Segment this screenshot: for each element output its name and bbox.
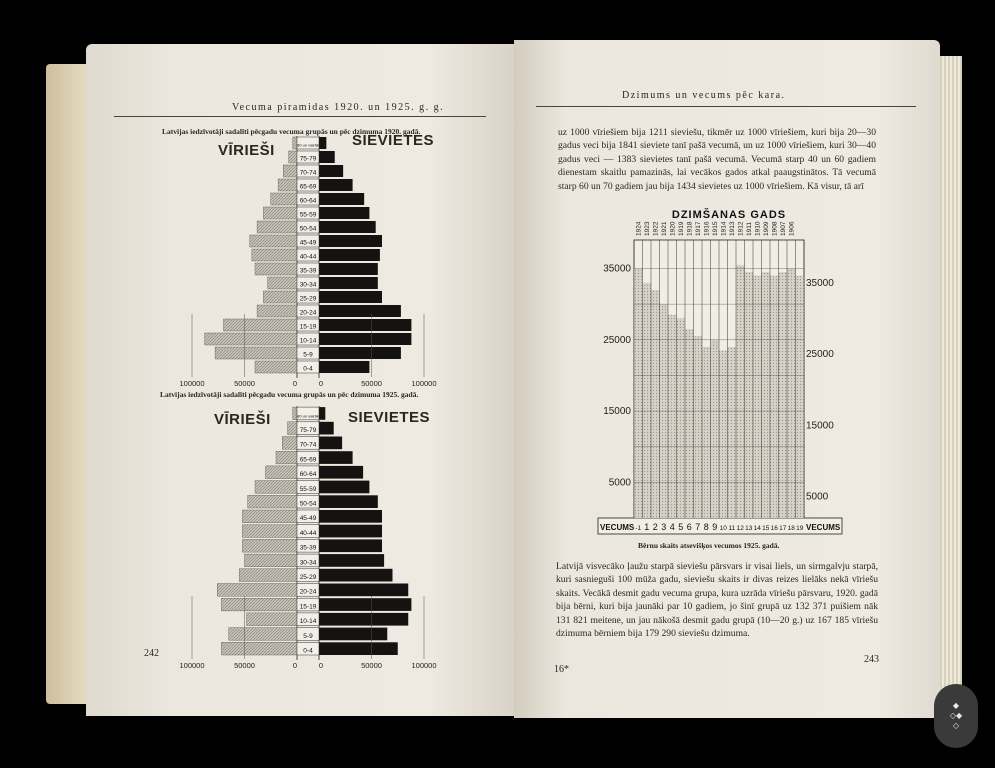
birth-year-tick: 1907	[779, 221, 787, 236]
female-bar	[319, 584, 408, 597]
age-bar	[796, 276, 805, 518]
age-group-label: 30-34	[299, 281, 317, 289]
age-bar	[651, 290, 660, 518]
pyramid-axis-tick-label: 50000	[361, 661, 382, 670]
female-bar	[319, 319, 411, 331]
male-bar	[271, 193, 297, 205]
age-group-label: 80 un vairāk	[297, 142, 319, 148]
female-bar	[319, 179, 353, 191]
female-bar	[319, 235, 382, 247]
male-bar	[255, 361, 297, 373]
male-bar	[278, 179, 297, 191]
pyramid-1925-male-label: VĪRIEŠI	[214, 411, 271, 428]
left-running-head: Vecuma piramidas 1920. un 1925. g. g.	[232, 102, 445, 113]
male-bar	[250, 235, 297, 247]
age-group-label: 35-39	[299, 267, 317, 275]
right-paragraph-2	[556, 560, 878, 640]
female-bar	[319, 333, 411, 345]
female-bar	[319, 137, 326, 149]
male-bar	[221, 598, 297, 611]
pyramid-axis-tick-label: 50000	[234, 379, 255, 388]
male-bar	[288, 422, 297, 435]
age-group-label: 40-44	[299, 253, 317, 261]
male-bar	[229, 628, 297, 641]
male-bar	[217, 584, 297, 597]
age-group-label: 30-34	[299, 559, 317, 567]
male-bar	[283, 165, 297, 177]
pyramid-1925-chart	[179, 404, 437, 674]
birth-year-tick: 1913	[728, 221, 736, 236]
male-bar	[268, 277, 297, 289]
female-bar	[319, 495, 378, 508]
pyramid-axis-tick-label: 50000	[234, 661, 255, 670]
age-group-label: 45-49	[299, 515, 317, 523]
birth-year-tick: 1921	[660, 221, 668, 236]
age-group-label: 0-4	[303, 647, 313, 655]
female-bar	[319, 151, 335, 163]
birth-year-tick: 1911	[745, 222, 753, 236]
age-group-label: 75-79	[299, 427, 317, 434]
age-group-label: 65-69	[299, 456, 317, 464]
male-bar	[248, 495, 297, 508]
right-head-rule	[536, 106, 916, 107]
male-bar	[255, 481, 297, 494]
birth-year-tick: 1923	[643, 221, 651, 236]
age-tick-label: 17	[779, 525, 787, 532]
birth-year-tick: 1924	[635, 221, 643, 236]
logo-icon: ◆ ◇◆ ◇	[949, 701, 963, 730]
female-bar	[319, 466, 363, 479]
age-bar	[779, 272, 788, 518]
female-bar	[319, 221, 376, 233]
y-tick-left: 35000	[603, 263, 631, 275]
left-head-rule	[114, 116, 486, 117]
age-tick-label: 6	[686, 522, 692, 532]
signature-mark: 16*	[554, 664, 569, 675]
male-bar	[242, 525, 297, 538]
age-group-label: 50-54	[299, 500, 317, 508]
female-bar	[319, 554, 384, 567]
male-bar	[266, 466, 298, 479]
female-bar	[319, 451, 353, 464]
children-chart-caption: Bērnu skaits atsevišķos vecumos 1925. gadā.	[638, 541, 780, 550]
age-tick-label: 1	[644, 522, 650, 532]
birth-year-tick: 1918	[686, 221, 694, 236]
age-tick-label: 13	[745, 525, 753, 532]
female-bar	[319, 525, 382, 538]
right-running-head: Dzimums un vecums pēc kara.	[622, 90, 786, 101]
y-tick-right: 5000	[806, 491, 829, 503]
pyramid-axis-tick-label: 50000	[361, 379, 382, 388]
x-axis-label-left: VECUMS	[600, 523, 635, 532]
male-bar	[255, 263, 297, 275]
female-bar	[319, 249, 380, 261]
age-group-label: 55-59	[299, 485, 317, 493]
female-bar	[319, 305, 401, 317]
female-bar	[319, 361, 369, 373]
age-tick-label: 4	[669, 522, 675, 532]
age-tick-label: 16	[770, 525, 778, 532]
age-bar	[787, 269, 796, 518]
left-page-number: 242	[144, 648, 159, 659]
birth-year-tick: 1917	[694, 221, 702, 236]
birth-year-tick: 1916	[703, 221, 711, 236]
pyramid-1925-female-label: SIEVIETES	[348, 409, 431, 426]
pyramid-1925-caption: Latvijas iedzīvotāji sadalīti pēcgadu vecuma grupās un pēc dzimuma 1925. gadā.	[160, 390, 419, 399]
birth-year-tick: 1908	[771, 221, 779, 236]
age-tick-label: 12	[736, 525, 744, 532]
pyramid-axis-tick-label: 0	[292, 661, 298, 670]
age-group-label: 0-4	[303, 365, 313, 373]
female-bar	[319, 628, 387, 641]
male-bar	[221, 642, 297, 655]
age-tick-label: 18	[787, 525, 795, 532]
age-bar	[711, 340, 720, 518]
birth-year-tick: 1910	[754, 221, 762, 236]
pyramid-axis-tick-label: 100000	[411, 379, 437, 388]
age-bar	[668, 315, 677, 518]
birth-year-tick: 1915	[711, 221, 719, 236]
female-bar	[319, 277, 378, 289]
male-bar	[215, 347, 297, 359]
age-group-label: 50-54	[299, 225, 317, 233]
age-tick-label: 2	[652, 522, 658, 532]
age-group-label: 15-19	[299, 323, 317, 331]
male-bar	[245, 554, 298, 567]
male-bar	[239, 569, 297, 582]
age-group-label: 60-64	[299, 471, 317, 479]
age-tick-label: 14	[753, 525, 761, 532]
pyramid-1920-chart	[179, 134, 440, 394]
female-bar	[319, 291, 382, 303]
age-bar	[685, 329, 694, 518]
age-tick-label: 5	[678, 522, 684, 532]
age-bar	[643, 283, 652, 518]
x-axis-label-right: VECUMS	[806, 523, 841, 532]
age-bar	[728, 347, 737, 518]
age-bar	[702, 347, 711, 518]
age-group-label: 25-29	[299, 295, 317, 303]
age-bar	[745, 272, 754, 518]
male-bar	[242, 510, 297, 523]
pyramid-1920-female-label: SIEVIETES	[352, 132, 435, 149]
children-by-age-chart	[592, 206, 846, 538]
male-bar	[247, 613, 297, 626]
y-tick-right: 15000	[806, 420, 834, 432]
paragraph-1-text: uz 1000 vīriešiem bija 1211 sieviešu, tikmēr uz 1000 vīriešiem, kuri bija 20—30 gadus veci bija 1841 sieviete tanī pašā vecumā, un uz 1000 vīriešiem, kuri 30—40 gadus veci — 1383 sievietes tanī pašā vecumā. Vecumā starp 40 un 60 gadiem dienestam skaitlu pamazinās, lai vecākos gados atkal paaugstinātos. Tā vecumā starp 60 un 70 gadiem jau bija 1434 sievietes uz 1000 vīriešiem. Kā visur, tā arī	[558, 127, 876, 192]
paragraph-2-text: Latvijā visvecāko ļaužu starpā sieviešu pārsvars ir visai liels, un sirmgalvju starpā, kuri sasnieguši 100 mūža gadu, sieviešu skaits ir divas reizes lielāks nekā vīriešu skaits. Vecākā desmit gadu vecuma grupa, kura uzrāda vīriešu pārsvaru, 1920. gadā bija bērni, kuri bija jaunāki par 10 gadiem, jo šinī grupā uz 132 371 puišiem nāk 131 821 meitene, un jau nākošā desmit gadu grupā (10—20 g.) uz 167 185 vīriešu dzimuma bērniem bija 179 290 sieviešu dzimuma.	[556, 561, 878, 640]
female-bar	[319, 613, 408, 626]
female-bar	[319, 598, 411, 611]
birth-year-tick: 1909	[762, 221, 770, 236]
age-tick-label: 9	[712, 522, 718, 532]
female-bar	[319, 207, 369, 219]
age-bar	[694, 336, 703, 518]
age-group-label: 35-39	[299, 544, 317, 552]
y-tick-left: 15000	[603, 406, 631, 418]
y-tick-left: 25000	[603, 334, 631, 346]
age-group-label: 5-9	[303, 632, 313, 640]
female-bar	[319, 481, 369, 494]
age-tick-label: 7	[695, 522, 701, 532]
birth-year-tick: 1919	[677, 221, 685, 236]
female-bar	[319, 510, 382, 523]
birth-year-label: DZIMŠANAS GADS	[671, 209, 787, 221]
male-bar	[252, 249, 297, 261]
female-bar	[319, 569, 393, 582]
age-tick-label: 11	[728, 525, 736, 532]
female-bar	[319, 539, 382, 552]
birth-year-tick: 1920	[669, 221, 677, 236]
pyramid-axis-tick-label: 100000	[411, 661, 437, 670]
age-bar	[770, 276, 779, 518]
male-bar	[263, 291, 297, 303]
age-group-label: 65-69	[299, 183, 317, 191]
age-group-label: 20-24	[299, 309, 317, 317]
pyramid-1920-caption: Latvijas iedzīvotāji sadalīti pēcgadu vecuma grupās un pēc dzimuma 1920. gadā.	[162, 127, 421, 136]
age-bar	[762, 272, 771, 518]
male-bar	[205, 333, 297, 345]
age-tick-label: 15	[762, 525, 770, 532]
age-group-label: 10-14	[299, 337, 317, 345]
age-group-label: 60-64	[299, 197, 317, 205]
age-bar	[677, 318, 686, 518]
age-group-label: 55-59	[299, 211, 317, 219]
age-tick-label: 3	[661, 522, 667, 532]
y-tick-right: 25000	[806, 349, 834, 361]
y-tick-left: 5000	[608, 477, 631, 489]
male-bar	[282, 437, 297, 450]
female-bar	[319, 165, 343, 177]
male-bar	[242, 539, 297, 552]
male-bar	[276, 451, 297, 464]
age-tick-label: 10	[719, 525, 727, 532]
male-bar	[289, 151, 297, 163]
male-bar	[257, 221, 297, 233]
female-bar	[319, 407, 325, 420]
age-group-label: 25-29	[299, 574, 317, 581]
female-bar	[319, 193, 364, 205]
age-group-label: 70-74	[299, 169, 317, 177]
age-group-label: 20-24	[299, 588, 317, 596]
pyramid-axis-tick-label: 100000	[179, 379, 205, 388]
pyramid-axis-tick-label: 100000	[179, 661, 205, 670]
age-tick-label: -1	[635, 525, 642, 532]
age-group-label: 40-44	[299, 529, 317, 537]
female-bar	[319, 642, 398, 655]
age-bar	[753, 276, 762, 518]
birth-year-tick: 1906	[788, 221, 796, 236]
male-bar	[257, 305, 297, 317]
y-tick-right: 35000	[806, 277, 834, 289]
right-page-number: 243	[864, 654, 879, 665]
age-group-label: 45-49	[299, 239, 317, 247]
age-group-label: 75-79	[299, 155, 317, 163]
watermark-logo	[934, 684, 978, 748]
age-bar	[736, 265, 745, 518]
birth-year-tick: 1914	[720, 221, 728, 236]
pyramid-axis-tick-label: 0	[318, 379, 324, 388]
pyramid-1920-male-label: VĪRIEŠI	[218, 142, 275, 159]
female-bar	[319, 347, 401, 359]
right-paragraph-1	[558, 126, 876, 193]
female-bar	[319, 437, 342, 450]
female-bar	[319, 263, 378, 275]
age-tick-label: 19	[796, 525, 804, 532]
age-bar	[634, 269, 643, 518]
age-group-label: 10-14	[299, 618, 317, 626]
male-bar	[263, 207, 297, 219]
female-bar	[319, 422, 334, 435]
age-group-label: 80 un vairāk	[297, 413, 319, 419]
male-bar	[224, 319, 298, 331]
age-group-label: 5-9	[303, 351, 313, 359]
pyramid-axis-tick-label: 0	[318, 661, 324, 670]
pyramid-axis-tick-label: 0	[292, 379, 298, 388]
age-tick-label: 8	[703, 522, 709, 532]
age-group-label: 15-19	[299, 603, 317, 611]
age-group-label: 70-74	[299, 441, 317, 449]
birth-year-tick: 1912	[737, 221, 745, 236]
birth-year-tick: 1922	[652, 221, 660, 236]
